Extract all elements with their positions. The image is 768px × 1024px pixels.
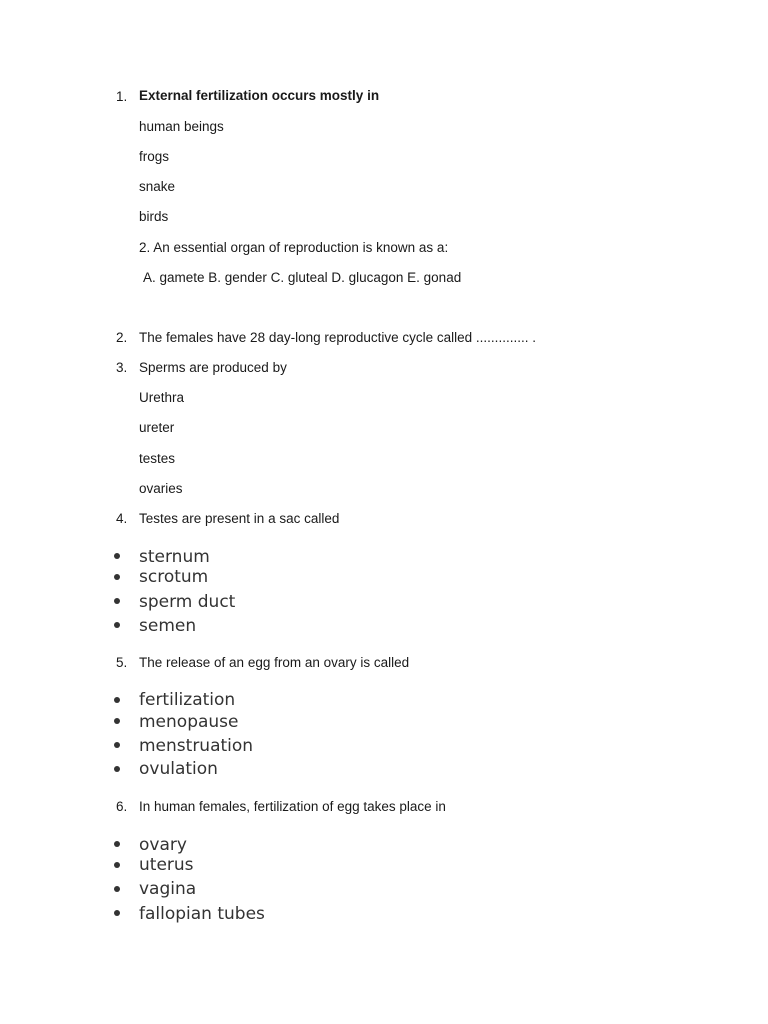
bullet-icon	[114, 622, 120, 628]
bullet-icon	[114, 886, 120, 892]
question-3-option: testes	[139, 451, 176, 466]
question-6-option: uterus	[139, 855, 194, 875]
question-3-option: Urethra	[139, 390, 185, 405]
question-6-text: In human females, fertilization of egg takes place in	[139, 799, 446, 814]
question-2-text: The females have 28 day-long reproductive cycle called .............. .	[139, 330, 536, 345]
question-essential-options: A. gamete B. gender C. gluteal D. glucagon E. gonad	[143, 270, 462, 285]
question-4-option: sternum	[139, 547, 210, 567]
bullet-icon	[114, 697, 120, 703]
question-3-option: ovaries	[139, 481, 183, 496]
question-5-option: fertilization	[139, 690, 236, 710]
question-5-number: 5.	[116, 655, 128, 670]
question-essential-text: 2. An essential organ of reproduction is known as a:	[139, 240, 449, 255]
question-1-number: 1.	[116, 89, 128, 104]
question-6-option: vagina	[139, 879, 197, 899]
question-4-option: sperm duct	[139, 592, 236, 612]
bullet-icon	[114, 841, 120, 847]
question-6-number: 6.	[116, 799, 128, 814]
question-1-option: snake	[139, 179, 176, 194]
question-2-number: 2.	[116, 330, 128, 345]
bullet-icon	[114, 574, 120, 580]
question-5-text: The release of an egg from an ovary is called	[139, 655, 410, 670]
question-1-option: frogs	[139, 149, 170, 164]
bullet-icon	[114, 910, 120, 916]
bullet-icon	[114, 862, 120, 868]
question-1-text: External fertilization occurs mostly in	[139, 88, 380, 103]
question-5-option: menstruation	[139, 736, 254, 756]
bullet-icon	[114, 766, 120, 772]
question-6-option: ovary	[139, 835, 187, 855]
bullet-icon	[114, 598, 120, 604]
bullet-icon	[114, 553, 120, 559]
question-1-option: human beings	[139, 119, 224, 134]
bullet-icon	[114, 718, 120, 724]
bullet-icon	[114, 742, 120, 748]
question-6-option: fallopian tubes	[139, 904, 265, 924]
question-4-option: semen	[139, 616, 197, 636]
question-3-option: ureter	[139, 420, 175, 435]
question-3-number: 3.	[116, 360, 128, 375]
question-5-option: menopause	[139, 712, 239, 732]
question-5-option: ovulation	[139, 759, 218, 779]
question-4-number: 4.	[116, 511, 128, 526]
question-4-option: scrotum	[139, 567, 209, 587]
question-3-text: Sperms are produced by	[139, 360, 287, 375]
question-4-text: Testes are present in a sac called	[139, 511, 340, 526]
question-1-option: birds	[139, 209, 169, 224]
